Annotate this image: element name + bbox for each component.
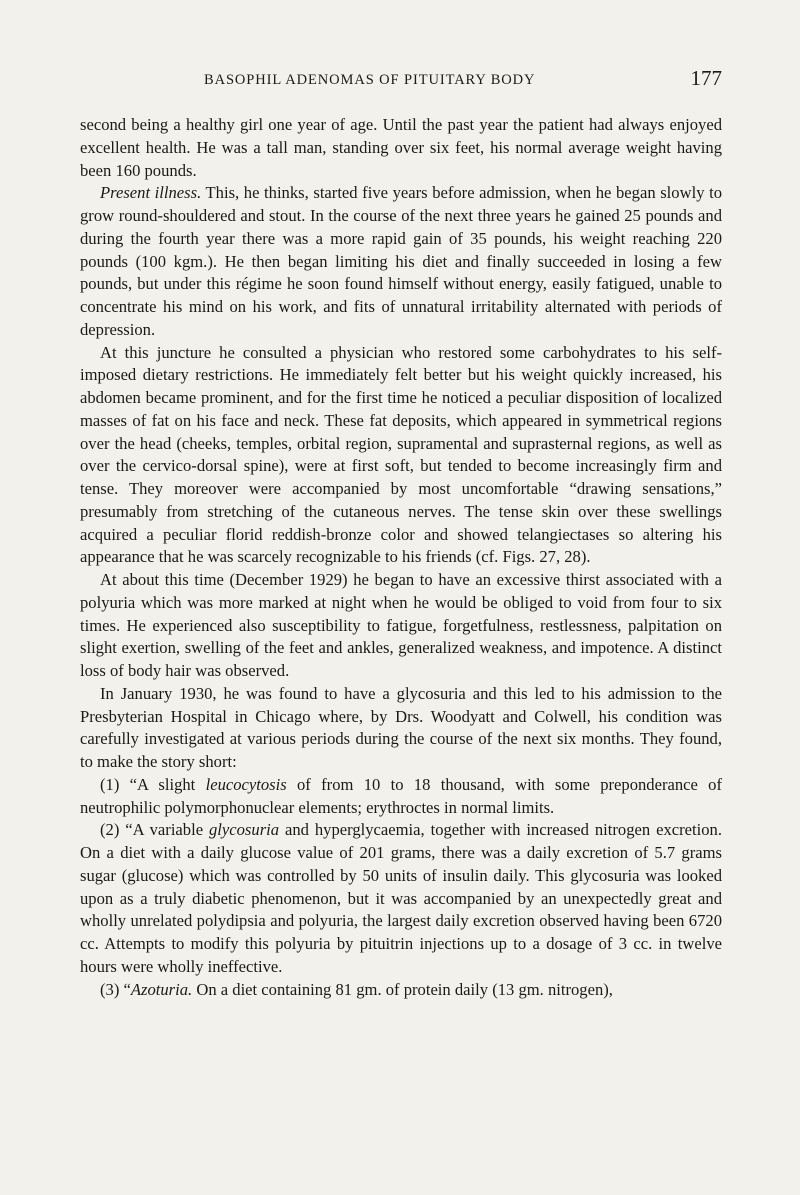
running-title: BASOPHIL ADENOMAS OF PITUITARY BODY (204, 72, 536, 88)
finding-3-text: On a diet containing 81 gm. of protein daily (13 gm. nitrogen), (192, 979, 613, 999)
paragraph-present-illness (80, 182, 722, 341)
paragraph-3: At this juncture he consulted a physician who restored some carbohydrates to his self-imposed dietary restrictions. He immediately felt better but his weight quickly increased, his abdomen became prominent, and for the first time he noticed a peculiar disposition of localized masses of fat on his face and neck. These fat deposits, which appeared in symmetrical regions over the head (cheeks, temples, orbital region, supramental and suprasternal regions, as well as over the cervico-dorsal spine), were at first soft, but tended to become increasingly firm and tense. They moreover were accompanied by most uncomfortable “drawing sensations,” presumably from stretching of the cutaneous nerves. The tense skin over these swellings acquired a peculiar florid reddish-bronze color and showed telangiectases so altering his appearance that he was scarcely recognizable to his friends (cf. Figs. 27, 28). (80, 342, 722, 567)
paragraph-1: second being a healthy girl one year of age. Until the past year the patient had always enjoyed excellent health. He was a tall man, standing over six feet, his normal average weight having been 160 pounds. (80, 115, 722, 180)
page-header (80, 66, 722, 96)
finding-2-lead: (2) “A variable (100, 820, 209, 840)
finding-3-lead: (3) “ (100, 979, 131, 999)
finding-1-text: of from 10 to 18 thousand, with some preponderance of neutrophilic polymorphonuclear elements; erythroctes in normal limits. (80, 774, 723, 817)
finding-2-text: and hyperglycaemia, together with increased nitrogen excretion. On a diet with a daily glucose value of 201 grams, there was a daily excretion of 5.7 grams sugar (glucose) which was controlled by 50 units of insulin daily. This glycosuria was looked upon as a truly diabetic phenomenon, but it was accompanied by an unexpectedly great and wholly unrelated polydipsia and polyuria, the largest daily excretion observed having been 6720 cc. Attempts to modify this polyuria by pituitrin injections up to a dosage of 3 cc. in twelve hours were wholly ineffective. (80, 820, 722, 976)
section-heading-present-illness: Present illness. (100, 183, 202, 203)
finding-1-term: leucocytosis (205, 774, 287, 794)
page-number: 177 (690, 66, 722, 90)
finding-3 (80, 979, 722, 1002)
finding-2-term: glycosuria (209, 820, 280, 840)
paragraph-2-text: This, he thinks, started five years before admission, when he began slowly to grow round-shouldered and stout. In the course of the next three years he gained 25 pounds and during the fourth year there was a more rapid gain of 35 pounds, his weight reaching 220 pounds (100 kgm.). He then began limiting his diet and finally succeeded in losing a few pounds, but under this régime he soon found himself without energy, easily fatigued, unable to concentrate his mind on his work, and fits of unnatural irritability alternated with periods of depression. (80, 183, 722, 339)
paragraph-5: In January 1930, he was found to have a glycosuria and this led to his admission to the Presbyterian Hospital in Chicago where, by Drs. Woodyatt and Colwell, his condition was carefully investigated at various periods during the course of the next six months. They found, to make the story short: (80, 683, 722, 771)
finding-1-lead: (1) “A slight (100, 774, 206, 794)
finding-1 (80, 774, 722, 820)
body-text (80, 114, 722, 1001)
finding-2 (80, 819, 722, 978)
finding-3-term: Azoturia. (130, 979, 193, 999)
paragraph-4: At about this time (December 1929) he began to have an excessive thirst associated with a polyuria which was more marked at night when he would be obliged to void from four to six times. He experienced also susceptibility to fatigue, forgetfulness, restlessness, palpitation on slight exertion, swelling of the feet and ankles, generalized weakness, and impotence. A distinct loss of body hair was observed. (80, 570, 722, 680)
